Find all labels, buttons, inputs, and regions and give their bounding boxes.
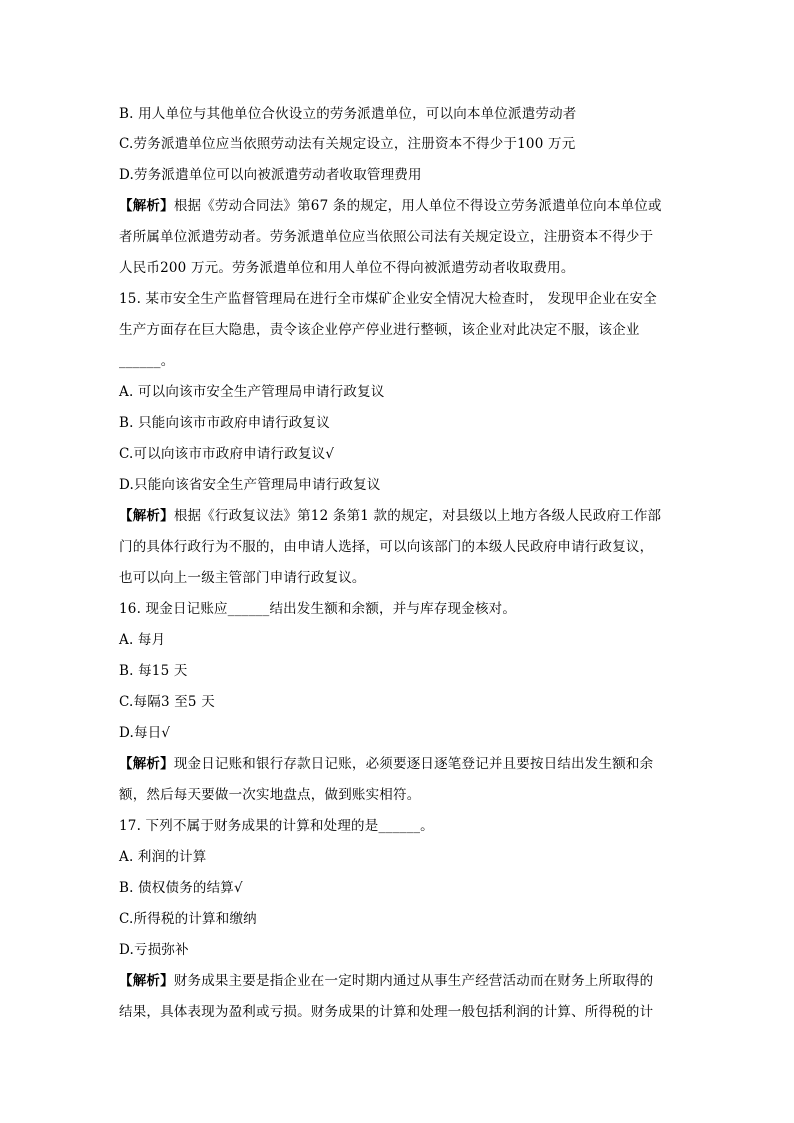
option-a-q15: A. 可以向该市安全生产管理局申请行政复议 (119, 384, 385, 400)
analysis-q14-line-2: 者所属单位派遣劳动者。劳务派遣单位应当依照公司法有关规定设立，注册资本不得少于 (119, 229, 654, 245)
question-17: 17. 下列不属于财务成果的计算和处理的是______。 (119, 818, 434, 834)
option-b-q14: B. 用人单位与其他单位合伙设立的劳务派遣单位，可以向本单位派遣劳动者 (119, 106, 577, 122)
option-b-q16: B. 每15 天 (119, 663, 188, 679)
option-c-q17: C.所得税的计算和缴纳 (119, 911, 257, 927)
option-d-q17: D.亏损弥补 (119, 942, 189, 958)
analysis-q14-line-1: 【解析】根据《劳动合同法》第67 条的规定，用人单位不得设立劳务派遣单位向本单位或 (119, 198, 662, 214)
option-c-q15: C.可以向该市市政府申请行政复议√ (119, 446, 335, 462)
analysis-q17-line-2: 结果，具体表现为盈利或亏损。财务成果的计算和处理一般包括利润的计算、所得税的计 (119, 1004, 654, 1020)
question-15-line-3: ______。 (119, 353, 175, 369)
option-a-q17: A. 利润的计算 (119, 849, 207, 865)
option-b-q17: B. 债权债务的结算√ (119, 880, 243, 896)
option-d-q14: D.劳务派遣单位可以向被派遣劳动者收取管理费用 (119, 167, 422, 183)
question-15-line-1: 15. 某市安全生产监督管理局在进行全市煤矿企业安全情况大检查时， 发现甲企业在安全 (119, 291, 657, 307)
option-b-q15: B. 只能向该市市政府申请行政复议 (119, 415, 330, 431)
question-16: 16. 现金日记账应______结出发生额和余额，并与库存现金核对。 (119, 601, 517, 617)
analysis-tag: 【解析】 (119, 973, 174, 989)
analysis-tag: 【解析】 (119, 508, 174, 524)
option-d-q16: D.每日√ (119, 725, 171, 741)
analysis-q17-line-1: 【解析】财务成果主要是指企业在一定时期内通过从事生产经营活动而在财务上所取得的 (119, 973, 654, 989)
analysis-q15-line-2: 门的具体行政行为不服的，由申请人选择，可以向该部门的本级人民政府申请行政复议， (119, 539, 654, 555)
analysis-q16-line-2: 额，然后每天要做一次实地盘点，做到账实相符。 (119, 787, 421, 803)
analysis-q15-line-1: 【解析】根据《行政复议法》第12 条第1 款的规定，对县级以上地方各级人民政府工作部 (119, 508, 662, 524)
analysis-q16-line-1: 【解析】现金日记账和银行存款日记账，必须要逐日逐笔登记并且要按日结出发生额和余 (119, 756, 654, 772)
option-a-q16: A. 每月 (119, 632, 166, 648)
analysis-tag: 【解析】 (119, 198, 174, 214)
analysis-tag: 【解析】 (119, 756, 174, 772)
question-15-line-2: 生产方面存在巨大隐患，责令该企业停产停业进行整顿，该企业对此决定不服，该企业 (119, 322, 640, 338)
analysis-q15-line-3: 也可以向上一级主管部门申请行政复议。 (119, 570, 366, 586)
option-c-q16: C.每隔3 至5 天 (119, 694, 215, 710)
option-c-q14: C.劳务派遣单位应当依照劳动法有关规定设立，注册资本不得少于100 万元 (119, 136, 576, 152)
option-d-q15: D.只能向该省安全生产管理局申请行政复议 (119, 477, 381, 493)
analysis-q14-line-3: 人民币200 万元。劳务派遣单位和用人单位不得向被派遣劳动者收取费用。 (119, 260, 575, 276)
